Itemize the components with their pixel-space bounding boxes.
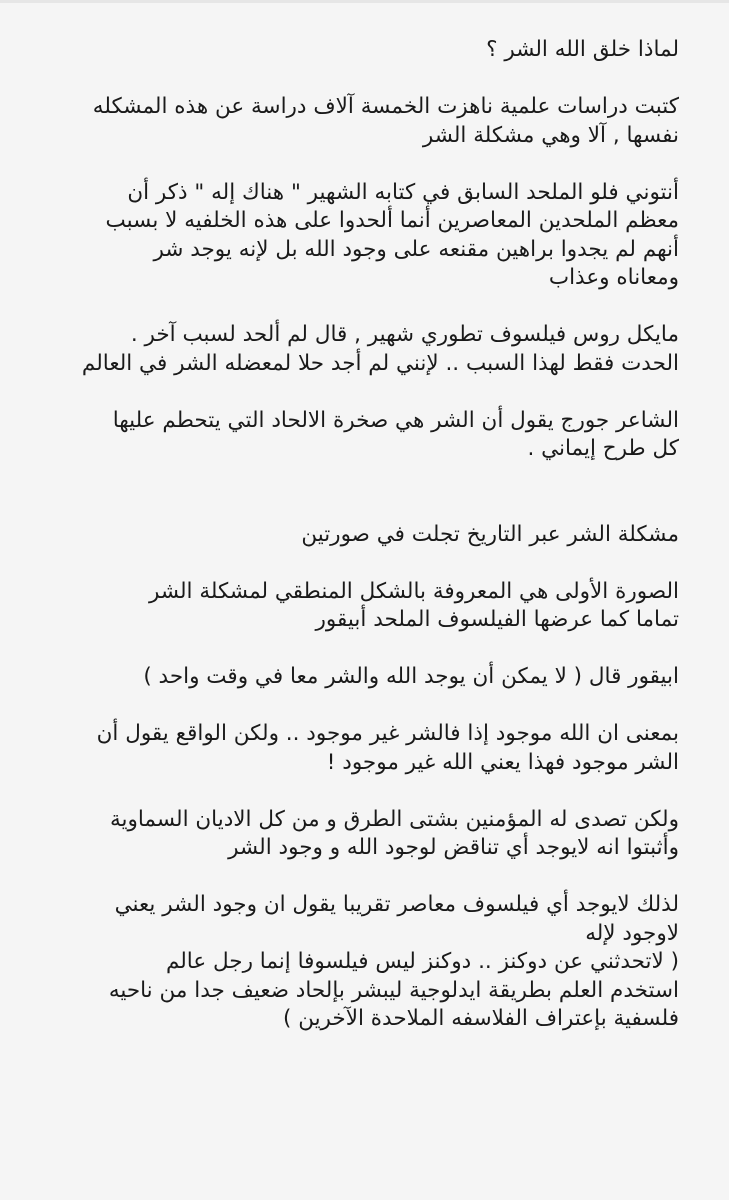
paragraph xyxy=(40,948,679,1034)
text-line: الشر موجود فهذا يعني الله غير موجود ! xyxy=(326,749,679,775)
text-line: الشاعر جورج يقول أن الشر هي صخرة الالحاد التي يتحطم عليها xyxy=(112,407,679,433)
text-line: معظم الملحدين المعاصرين أنما ألحدوا على هذه الخلفيه لا بسبب xyxy=(105,208,679,233)
text-line: ابيقور قال ( لا يمكن أن يوجد الله والشر معا في وقت واحد ) xyxy=(143,664,679,689)
paragraph xyxy=(40,179,679,293)
paragraph xyxy=(40,407,679,464)
text-line: الصورة الأولى هي المعروفة بالشكل المنطقي لمشكلة الشر xyxy=(148,578,679,604)
text-line: بمعنى ان الله موجود إذا فالشر غير موجود .. ولكن الواقع يقول أن xyxy=(96,721,679,746)
text-line: كتبت دراسات علمية ناهزت الخمسة آلاف دراسة عن هذه المشكله xyxy=(92,94,679,119)
text-line: تماما كما عرضها الفيلسوف الملحد أبيقور xyxy=(315,607,679,632)
text-line: ( لاتحدثني عن دوكنز .. دوكنز ليس فيلسوفا إنما رجل عالم xyxy=(165,949,679,974)
text-line: أنتوني فلو الملحد السابق في كتابه الشهير " هناك إله " ذكر أن xyxy=(127,179,679,205)
text-line: ومعاناه وعذاب xyxy=(548,265,679,290)
paragraph xyxy=(40,891,679,948)
text-line: الحدت فقط لهذا السبب .. لإنني لم أجد حلا لمعضله الشر في العالم xyxy=(81,350,679,376)
text-line: ولكن تصدى له المؤمنين بشتى الطرق و من كل الاديان السماوية xyxy=(109,806,679,832)
text-line: استخدم العلم بطريقة ايدلوجية ليبشر بإلحاد ضعيف جدا من ناحيه xyxy=(108,977,679,1003)
paragraph-title xyxy=(40,36,679,65)
paragraph xyxy=(40,521,679,550)
paragraph xyxy=(40,663,679,692)
paragraph xyxy=(40,93,679,150)
text-line: نفسها , آلا وهي مشكلة الشر xyxy=(422,122,679,148)
text-line: لماذا خلق الله الشر ؟ xyxy=(486,37,679,62)
text-line: مشكلة الشر عبر التاريخ تجلت في صورتين xyxy=(301,521,679,547)
text-line: كل طرح إيماني . xyxy=(527,436,679,461)
paragraph xyxy=(40,806,679,863)
text-line: أنهم لم يجدوا براهين مقنعه على وجود الله بل لإنه يوجد شر xyxy=(153,236,679,262)
paragraph xyxy=(40,720,679,777)
text-line: مايكل روس فيلسوف تطوري شهير , قال لم ألحد لسبب آخر . xyxy=(130,322,679,347)
paragraph xyxy=(40,578,679,635)
paragraph xyxy=(40,321,679,378)
text-line: فلسفية بإعتراف الفلاسفه الملاحدة الآخرين ) xyxy=(282,1006,679,1031)
text-line: وأثبتوا انه لايوجد أي تناقض لوجود الله و وجود الشر xyxy=(228,835,679,860)
text-line: لذلك لايوجد أي فيلسوف معاصر تقريبا يقول ان وجود الشر يعني xyxy=(114,892,679,917)
text-line: لاوجود لإله xyxy=(585,920,679,946)
